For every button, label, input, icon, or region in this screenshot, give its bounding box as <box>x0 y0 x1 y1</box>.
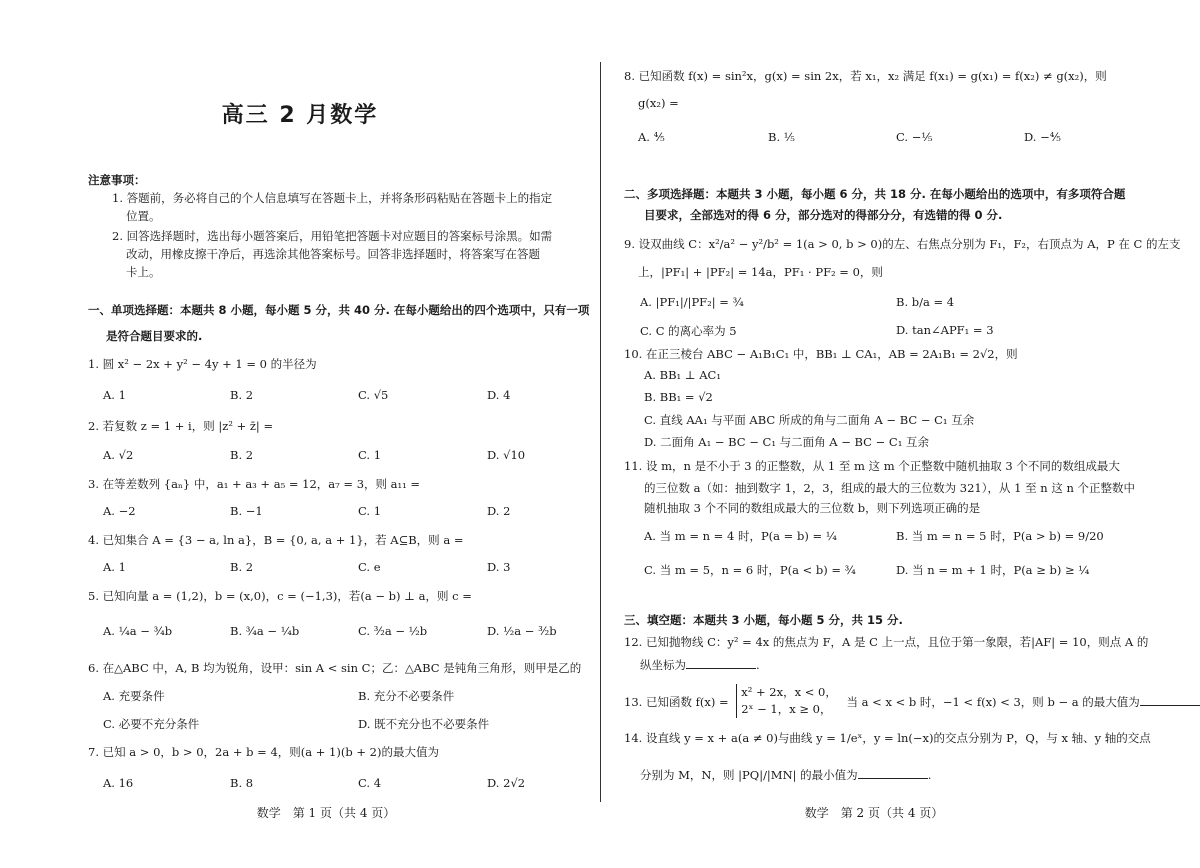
question-stem: 5. 已知向量 a = (1,2)，b = (x,0)，c = (−1,3)，若(a − b) ⊥ a，则 c = <box>88 589 472 603</box>
section-1-heading-cont: 是符合题目要求的. <box>106 329 203 343</box>
option: A. ⁴⁄₅ <box>638 130 665 144</box>
question-stem: 4. 已知集合 A = {3 − a, ln a}，B = {0, a, a + 1}，若 A⊆B，则 a = <box>88 533 464 547</box>
piecewise-function <box>736 684 837 718</box>
question-stem-cont: g(x₂) = <box>638 96 679 110</box>
option: C. 1 <box>358 504 382 518</box>
page-footer: 数学 第 2 页（共 4 页） <box>804 806 944 820</box>
option: A. |PF₁|/|PF₂| = ¾ <box>640 295 744 309</box>
option: C. 直线 AA₁ 与平面 ABC 所成的角与二面角 A − BC − C₁ 互余 <box>644 413 975 427</box>
option: D. 既不充分也不必要条件 <box>358 717 490 731</box>
section-2-heading-cont: 目要求，全部选对的得 6 分，部分选对的得部分分，有选错的得 0 分. <box>644 208 1003 222</box>
question-stem-cont: 分别为 M，N，则 |PQ|/|MN| 的最小值为 . <box>640 768 932 782</box>
page-title: 高三 2 月数学 <box>221 103 379 128</box>
option: D. 当 n = m + 1 时，P(a ≥ b) ≥ ¼ <box>896 563 1090 577</box>
question-stem: 14. 设直线 y = x + a(a ≠ 0)与曲线 y = 1/eˣ，y = ln(−x)的交点分别为 P，Q，与 x 轴、y 轴的交点 <box>624 731 1151 745</box>
section-1-heading: 一、单项选择题：本题共 8 小题，每小题 5 分，共 40 分. 在每小题给出的四个选项中，只有一项 <box>88 303 590 317</box>
question-stem: 10. 在正三棱台 ABC − A₁B₁C₁ 中，BB₁ ⊥ CA₁，AB = 2A₁B₁ = 2√2，则 <box>624 347 1018 361</box>
question-text: 纵坐标为 <box>640 658 686 672</box>
question-stem: 8. 已知函数 f(x) = sin²x，g(x) = sin 2x，若 x₁，x₂ 满足 f(x₁) = g(x₁) = f(x₂) ≠ g(x₂)，则 <box>624 69 1107 83</box>
option: B. ¾a − ¼b <box>230 624 300 638</box>
question-stem-cont: 随机抽取 3 个不同的数组成最大的三位数 b，则下列选项正确的是 <box>644 501 981 515</box>
option: A. 1 <box>103 388 126 402</box>
option: D. 3 <box>487 560 511 574</box>
question-text: 分别为 M，N，则 |PQ|/|MN| 的最小值为 <box>640 768 858 782</box>
question-stem-cont: 的三位数 a（如：抽到数字 1，2，3，组成的最大的三位数为 321），从 1 至 n 这 n 个正整数中 <box>644 481 1136 495</box>
option: C. e <box>358 560 381 574</box>
option: A. 充要条件 <box>103 689 165 703</box>
option: B. 当 m = n = 5 时，P(a > b) = 9/20 <box>896 529 1104 543</box>
option: B. 2 <box>230 388 254 402</box>
option: D. 2√2 <box>487 776 526 790</box>
option: A. −2 <box>103 504 136 518</box>
option: B. b/a = 4 <box>896 295 955 309</box>
option: A. √2 <box>103 448 134 462</box>
question-stem-cont: 纵坐标为 . <box>640 658 760 672</box>
page-footer: 数学 第 1 页（共 4 页） <box>256 806 396 820</box>
option: B. 8 <box>230 776 254 790</box>
option: B. 2 <box>230 448 254 462</box>
piecewise-case: 2ˣ − 1，x ≥ 0， <box>741 702 832 716</box>
notice-line: 2. 回答选择题时，选出每小题答案后，用铅笔把答题卡对应题目的答案标号涂黑。如需 <box>112 229 553 243</box>
option: D. 4 <box>487 388 511 402</box>
option: A. ¼a − ¾b <box>103 624 173 638</box>
question-stem <box>624 684 1200 718</box>
option: A. 当 m = n = 4 时，P(a = b) = ¼ <box>644 529 837 543</box>
page-2 <box>600 0 1200 868</box>
piecewise-case: x² + 2x，x < 0， <box>741 685 837 699</box>
option: B. 充分不必要条件 <box>358 689 455 703</box>
question-stem: 7. 已知 a > 0，b > 0，2a + b = 4，则(a + 1)(b + 2)的最大值为 <box>88 745 439 759</box>
option: D. tan∠APF₁ = 3 <box>896 323 994 337</box>
option: C. 1 <box>358 448 382 462</box>
answer-blank <box>686 656 756 669</box>
option: C. 4 <box>358 776 382 790</box>
question-stem: 11. 设 m，n 是不小于 3 的正整数，从 1 至 m 这 m 个正整数中随机抽取 3 个不同的数组成最大 <box>624 459 1120 473</box>
option: C. C 的离心率为 5 <box>640 324 737 338</box>
notice-line: 位置。 <box>126 209 161 223</box>
option: C. 当 m = 5，n = 6 时，P(a < b) = ¾ <box>644 563 856 577</box>
notice-line: 卡上。 <box>126 265 161 279</box>
question-stem: 1. 圆 x² − 2x + y² − 4y + 1 = 0 的半径为 <box>88 357 317 371</box>
question-text: 当 a < x < b 时，−1 < f(x) < 3，则 b − a 的最大值为 <box>846 695 1140 709</box>
option: D. 二面角 A₁ − BC − C₁ 与二面角 A − BC − C₁ 互余 <box>644 435 929 449</box>
notice-line: 1. 答题前，务必将自己的个人信息填写在答题卡上，并将条形码粘贴在答题卡上的指定 <box>112 191 553 205</box>
question-stem: 6. 在△ABC 中，A, B 均为锐角，设甲：sin A < sin C；乙：△ABC 是钝角三角形，则甲是乙的 <box>88 661 582 675</box>
option: B. 2 <box>230 560 254 574</box>
option: A. 1 <box>103 560 126 574</box>
question-stem-cont: 上，|PF₁| + |PF₂| = 14a，PF₁ · PF₂ = 0，则 <box>638 265 883 279</box>
option: D. 2 <box>487 504 511 518</box>
option: C. 必要不充分条件 <box>103 717 200 731</box>
option: B. ⅕ <box>768 130 795 144</box>
notice-title: 注意事项： <box>88 173 146 187</box>
option: D. √10 <box>487 448 526 462</box>
question-stem: 12. 已知抛物线 C：y² = 4x 的焦点为 F，A 是 C 上一点，且位于第一象限，若|AF| = 10，则点 A 的 <box>624 635 1149 649</box>
answer-blank <box>1140 693 1200 706</box>
option: D. ½a − ³⁄₂b <box>487 624 557 638</box>
option: A. BB₁ ⊥ AC₁ <box>644 368 721 382</box>
question-stem: 3. 在等差数列 {aₙ} 中，a₁ + a₃ + a₅ = 12，a₇ = 3，则 a₁₁ = <box>88 477 421 491</box>
answer-blank <box>858 766 928 779</box>
section-2-heading: 二、多项选择题：本题共 3 小题，每小题 6 分，共 18 分. 在每小题给出的选项中，有多项符合题 <box>624 187 1126 201</box>
notice-line: 改动，用橡皮擦干净后，再选涂其他答案标号。回答非选择题时，将答案写在答题 <box>126 247 540 261</box>
question-text: 13. 已知函数 f(x) = <box>624 695 729 709</box>
option: B. BB₁ = √2 <box>644 390 713 404</box>
option: C. −⅕ <box>896 130 933 144</box>
option: B. −1 <box>230 504 263 518</box>
option: C. ³⁄₂a − ½b <box>358 624 428 638</box>
option: A. 16 <box>103 776 134 790</box>
option: D. −⁴⁄₅ <box>1024 130 1061 144</box>
question-stem: 2. 若复数 z = 1 + i，则 |z² + z̄| = <box>88 419 274 433</box>
question-stem: 9. 设双曲线 C：x²/a² − y²/b² = 1(a > 0, b > 0)的左、右焦点分别为 F₁，F₂，右顶点为 A，P 在 C 的左支 <box>624 237 1181 251</box>
option: C. √5 <box>358 388 389 402</box>
section-3-heading: 三、填空题：本题共 3 小题，每小题 5 分，共 15 分. <box>624 613 903 627</box>
